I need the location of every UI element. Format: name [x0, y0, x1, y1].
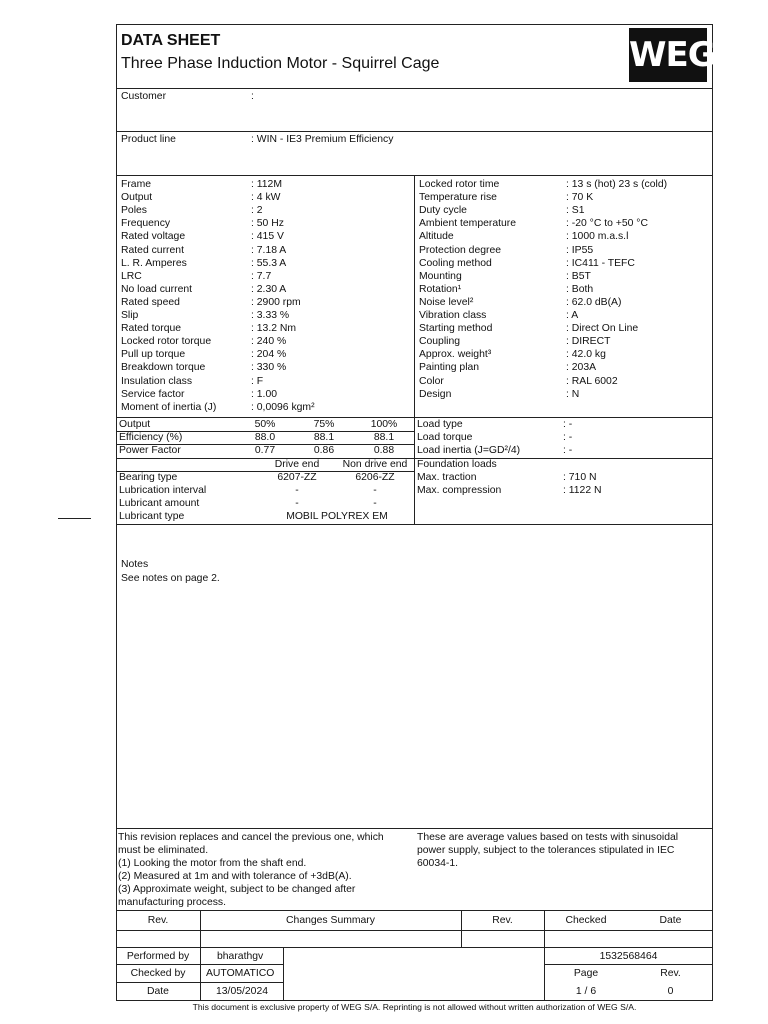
- bearing-type-label: Bearing type: [119, 472, 178, 483]
- load-type-label: Load type: [417, 419, 463, 430]
- spec-label: Approx. weight³: [419, 349, 492, 361]
- spec-label: LRC: [121, 270, 142, 282]
- spec-value: : 4 kW: [251, 192, 281, 204]
- spec-label: Pull up torque: [121, 349, 186, 361]
- divider: [116, 88, 713, 89]
- performed-by-value: bharathgv: [217, 951, 264, 962]
- lubrication-interval-nde: -: [373, 485, 377, 496]
- footnote-line: manufacturing process.: [118, 897, 227, 908]
- footnote-line: (3) Approximate weight, subject to be changed after: [118, 884, 356, 895]
- footnote-line: power supply, subject to the tolerances stipulated in IEC: [417, 845, 675, 856]
- max-compression-value: : 1122 N: [563, 485, 602, 496]
- spec-label: Rated speed: [121, 296, 180, 308]
- spec-value: : Both: [566, 283, 594, 295]
- spec-label: Locked rotor torque: [121, 336, 212, 348]
- foundation-loads-title: Foundation loads: [417, 459, 497, 470]
- date-label: Date: [147, 986, 169, 997]
- lubricant-type-value: MOBIL POLYREX EM: [286, 511, 388, 522]
- load-inertia-value: : -: [563, 445, 573, 456]
- spec-value: : 42.0 kg: [566, 349, 606, 361]
- page-label: Page: [573, 968, 599, 979]
- spec-value: : 50 Hz: [251, 218, 284, 230]
- efficiency-label: Efficiency (%): [119, 432, 183, 443]
- spec-label: Rated torque: [121, 323, 182, 335]
- power-factor-75: 0.86: [313, 445, 335, 456]
- spec-label: Protection degree: [419, 244, 502, 256]
- spec-label: Poles: [121, 205, 147, 217]
- spec-value: : 3.33 %: [251, 310, 290, 321]
- divider: [116, 524, 713, 525]
- customer-value: :: [251, 91, 254, 102]
- spec-value: : 2900 rpm: [251, 296, 301, 308]
- spec-value: : 2.30 A: [251, 283, 287, 295]
- spec-value: : A: [566, 310, 579, 321]
- footnote-line: This revision replaces and cancel the previous one, which: [118, 832, 384, 843]
- product-line-label: Product line: [121, 134, 176, 145]
- spec-label: Color: [419, 375, 444, 387]
- divider: [544, 964, 713, 965]
- spec-value: : 13 s (hot) 23 s (cold): [566, 179, 668, 190]
- power-factor-50: 0.77: [254, 445, 276, 456]
- divider: [116, 828, 713, 829]
- max-traction-value: : 710 N: [563, 472, 597, 483]
- spec-label: L. R. Amperes: [121, 257, 187, 269]
- spec-value: : B5T: [566, 270, 591, 282]
- spec-label: Locked rotor time: [419, 179, 500, 190]
- spec-value: : 203A: [566, 362, 597, 374]
- spec-value: : 62.0 dB(A): [566, 296, 622, 308]
- load-50-header: 50%: [254, 419, 276, 430]
- spec-label: Painting plan: [419, 362, 480, 374]
- page-value: 1 / 6: [575, 986, 597, 997]
- date-value: 13/05/2024: [216, 986, 269, 997]
- spec-value: : 55.3 A: [251, 257, 287, 269]
- spec-value: : N: [566, 388, 580, 400]
- spec-label: Rated current: [121, 244, 184, 256]
- lubricant-type-label: Lubricant type: [119, 511, 185, 522]
- spec-value: : S1: [566, 205, 585, 217]
- notes-text: See notes on page 2.: [121, 573, 220, 584]
- footnote-line: (1) Looking the motor from the shaft end.: [118, 858, 307, 869]
- spec-label: Noise level²: [419, 296, 474, 308]
- notes-title: Notes: [121, 559, 149, 570]
- spec-label: Cooling method: [419, 257, 492, 269]
- spec-label: Coupling: [419, 336, 461, 348]
- performed-by-label: Performed by: [126, 951, 190, 962]
- customer-label: Customer: [121, 91, 167, 102]
- divider: [414, 175, 415, 525]
- divider: [116, 910, 713, 911]
- divider: [200, 947, 201, 1001]
- divider: [116, 458, 713, 459]
- divider: [116, 964, 283, 965]
- spec-value: : 1000 m.a.s.l: [566, 231, 629, 243]
- rev-label: Rev.: [660, 968, 681, 979]
- spec-value: : 7.7: [251, 270, 272, 282]
- page-title: DATA SHEET: [121, 32, 221, 49]
- efficiency-75: 88.1: [313, 432, 335, 443]
- spec-label: Altitude: [419, 231, 454, 243]
- lubrication-interval-label: Lubrication interval: [119, 485, 207, 496]
- max-traction-label: Max. traction: [417, 472, 477, 483]
- lubricant-amount-nde: -: [373, 498, 377, 509]
- checked-by-label: Checked by: [130, 968, 186, 979]
- lubricant-amount-label: Lubricant amount: [119, 498, 200, 509]
- load-75-header: 75%: [313, 419, 335, 430]
- spec-label: Frequency: [121, 218, 171, 230]
- divider: [116, 930, 713, 931]
- spec-value: : 2: [251, 205, 263, 217]
- spec-value: : 1.00: [251, 388, 277, 400]
- load-inertia-label: Load inertia (J=GD²/4): [417, 445, 521, 456]
- spec-label: Rated voltage: [121, 231, 186, 243]
- spec-value: : 240 %: [251, 336, 287, 348]
- spec-value: : 0,0096 kgm²: [251, 401, 315, 413]
- load-type-value: : -: [563, 419, 573, 430]
- spec-label: Starting method: [419, 323, 493, 335]
- spec-label: Temperature rise: [419, 192, 497, 204]
- spec-label: No load current: [121, 283, 193, 295]
- spec-value: : RAL 6002: [566, 375, 618, 387]
- spec-value: : 330 %: [251, 362, 287, 374]
- document-number: 1532568464: [599, 951, 658, 962]
- spec-value: : 13.2 Nm: [251, 323, 297, 335]
- weg-logo: WEG: [629, 28, 707, 82]
- divider: [116, 982, 283, 983]
- spec-value: : F: [251, 375, 264, 387]
- footnote-line: These are average values based on tests with sinusoidal: [417, 832, 679, 843]
- spec-label: Frame: [121, 179, 152, 190]
- spec-value: : 415 V: [251, 231, 284, 243]
- footnote-line: 60034-1.: [417, 858, 459, 869]
- spec-label: Mounting: [419, 270, 462, 282]
- date-header: Date: [659, 915, 682, 926]
- divider: [116, 947, 713, 948]
- page-subtitle: Three Phase Induction Motor - Squirrel Cage: [121, 55, 440, 72]
- footnote-line: must be eliminated.: [118, 845, 209, 856]
- load-100-header: 100%: [370, 419, 398, 430]
- spec-value: : 112M: [251, 179, 282, 190]
- spec-label: Ambient temperature: [419, 218, 517, 230]
- divider: [116, 131, 713, 132]
- spec-value: : 204 %: [251, 349, 287, 361]
- load-torque-label: Load torque: [417, 432, 473, 443]
- bearing-type-de: 6207-ZZ: [277, 472, 317, 483]
- checked-header: Checked: [565, 915, 607, 926]
- load-torque-value: : -: [563, 432, 573, 443]
- margin-mark: [58, 518, 91, 519]
- footnote-line: (2) Measured at 1m and with tolerance of +3dB(A).: [118, 871, 352, 882]
- efficiency-50: 88.0: [254, 432, 276, 443]
- spec-label: Moment of inertia (J): [121, 401, 217, 413]
- spec-label: Output: [121, 192, 153, 204]
- spec-label: Service factor: [121, 388, 185, 400]
- rev-value: 0: [667, 986, 674, 997]
- rev2-header: Rev.: [492, 915, 513, 926]
- non-drive-end-header: Non drive end: [342, 459, 408, 470]
- spec-value: : 70 K: [566, 192, 594, 204]
- spec-label: Slip: [121, 310, 139, 321]
- changes-summary-header: Changes Summary: [286, 915, 375, 926]
- bearing-type-nde: 6206-ZZ: [355, 472, 395, 483]
- rev-header: Rev.: [147, 915, 169, 926]
- spec-label: Breakdown torque: [121, 362, 206, 374]
- power-factor-label: Power Factor: [119, 445, 181, 456]
- spec-value: : -20 °C to +50 °C: [566, 218, 648, 230]
- efficiency-100: 88.1: [373, 432, 395, 443]
- divider: [283, 947, 284, 1001]
- power-factor-100: 0.88: [373, 445, 395, 456]
- spec-label: Vibration class: [419, 310, 487, 321]
- footer-copyright: This document is exclusive property of WEG S/A. Reprinting is not allowed without written authorization of WEG S/A.: [192, 1002, 637, 1012]
- spec-label: Insulation class: [121, 375, 193, 387]
- load-output-header: Output: [119, 419, 151, 430]
- lubrication-interval-de: -: [295, 485, 299, 496]
- spec-value: : DIRECT: [566, 336, 611, 348]
- spec-value: : IC411 - TEFC: [566, 257, 635, 269]
- spec-value: : 7.18 A: [251, 244, 287, 256]
- drive-end-header: Drive end: [274, 459, 320, 470]
- lubricant-amount-de: -: [295, 498, 299, 509]
- spec-value: : Direct On Line: [566, 323, 639, 335]
- spec-label: Design: [419, 388, 452, 400]
- checked-by-value: AUTOMATICO: [206, 968, 275, 979]
- spec-label: Rotation¹: [419, 283, 462, 295]
- divider: [116, 417, 713, 418]
- spec-value: : IP55: [566, 244, 594, 256]
- max-compression-label: Max. compression: [417, 485, 502, 496]
- spec-label: Duty cycle: [419, 205, 467, 217]
- product-line-value: : WIN - IE3 Premium Efficiency: [251, 134, 394, 145]
